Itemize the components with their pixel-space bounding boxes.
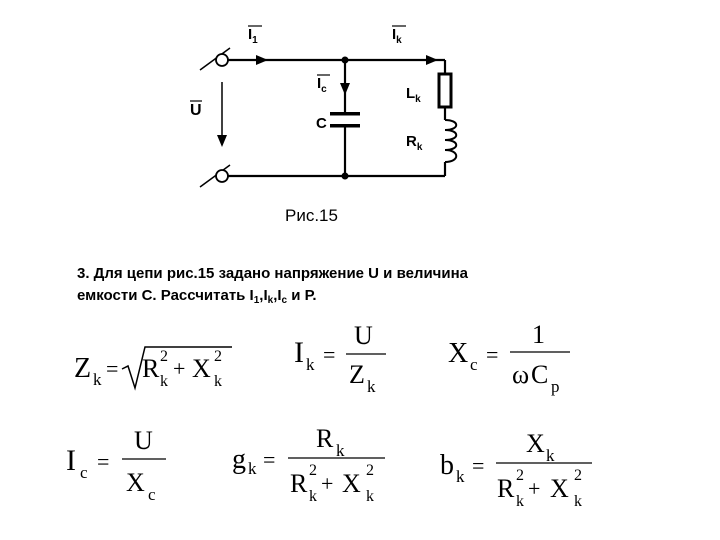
figure-caption: Рис.15: [285, 206, 338, 225]
formula-xc-eq: =: [486, 342, 499, 367]
formula-zk-x-sup: 2: [214, 348, 222, 365]
formula-ik-eq: =: [323, 342, 336, 367]
formula-ik-lhs: I: [294, 336, 304, 369]
label-lk: $L_k$: [406, 85, 421, 105]
label-i1: $I_1$: [248, 26, 258, 46]
formula-bk: [440, 429, 592, 510]
formula-bk-lhs-sub: k: [456, 467, 465, 486]
formula-zk: [74, 347, 232, 390]
formula-gk-num: R: [316, 424, 334, 453]
formula-zk-lhs: Z: [74, 353, 92, 384]
formula-gk-x-sub: k: [366, 488, 374, 505]
label-ik: $I_k$: [392, 26, 402, 46]
formula-zk-r: R: [142, 354, 160, 383]
formula-ic-num: U: [134, 426, 153, 455]
formula-ic-den-sub: c: [148, 485, 156, 504]
formula-bk-r: R: [497, 474, 515, 503]
formula-gk-x-sup: 2: [366, 462, 374, 479]
formula-zk-eq: =: [106, 356, 119, 381]
formula-gk: [232, 424, 385, 505]
formula-bk-num: X: [526, 429, 545, 458]
formula-ic-den: X: [126, 468, 145, 497]
formula-bk-x: X: [550, 474, 569, 503]
formula-bk-x-sup: 2: [574, 467, 582, 484]
formula-zk-r-sub: k: [160, 373, 168, 390]
formula-gk-r: R: [290, 469, 308, 498]
formula-bk-eq: =: [472, 453, 485, 478]
formula-ik-den-sub: k: [367, 377, 376, 396]
formula-xc-den-omega: ω: [512, 360, 530, 389]
formula-xc-den-c: C: [531, 360, 549, 389]
formula-ic-lhs-sub: c: [80, 463, 88, 482]
formula-gk-r-sub: k: [309, 488, 317, 505]
formula-ic-eq: =: [97, 449, 110, 474]
formula-zk-lhs-sub: k: [93, 370, 102, 389]
formula-zk-plus: +: [173, 356, 186, 381]
formula-gk-plus: +: [321, 471, 334, 496]
formula-bk-r-sup: 2: [516, 467, 524, 484]
formula-ik-den: Z: [349, 360, 365, 389]
formula-gk-lhs-sub: k: [248, 459, 257, 478]
formula-ik-lhs-sub: k: [306, 355, 315, 374]
formula-bk-plus: +: [528, 476, 541, 501]
label-c: C: [316, 115, 327, 132]
formula-ic: [66, 426, 166, 504]
formula-zk-x: X: [192, 354, 211, 383]
task-line-2: емкости С. Рассчитать $I_1,I_k,I_c$ и Р.: [77, 287, 317, 306]
formula-gk-r-sup: 2: [309, 462, 317, 479]
formula-gk-eq: =: [263, 447, 276, 472]
formula-xc: [448, 320, 570, 396]
formula-zk-x-sub: k: [214, 373, 222, 390]
formula-xc-num: 1: [532, 320, 545, 349]
formula-bk-num-sub: k: [546, 446, 555, 465]
formula-ik-num: U: [354, 321, 373, 350]
formula-ik: [294, 321, 386, 396]
formula-bk-x-sub: k: [574, 493, 582, 510]
formula-xc-lhs-sub: c: [470, 355, 478, 374]
formula-zk-r-sup: 2: [160, 348, 168, 365]
formula-bk-r-sub: k: [516, 493, 524, 510]
formula-ic-lhs: I: [66, 444, 76, 477]
formula-gk-num-sub: k: [336, 441, 345, 460]
formula-xc-lhs: X: [448, 338, 469, 369]
formula-xc-den-sub: p: [551, 377, 560, 396]
formula-gk-lhs: g: [232, 444, 246, 475]
label-rk: $R_k$: [406, 133, 423, 153]
label-ic: $I_c$: [317, 75, 327, 95]
formula-bk-lhs: b: [440, 450, 454, 481]
task-line-1: 3. Для цепи рис.15 задано напряжение U и величина: [77, 265, 469, 282]
label-u: U: [190, 102, 202, 119]
formula-gk-x: X: [342, 469, 361, 498]
